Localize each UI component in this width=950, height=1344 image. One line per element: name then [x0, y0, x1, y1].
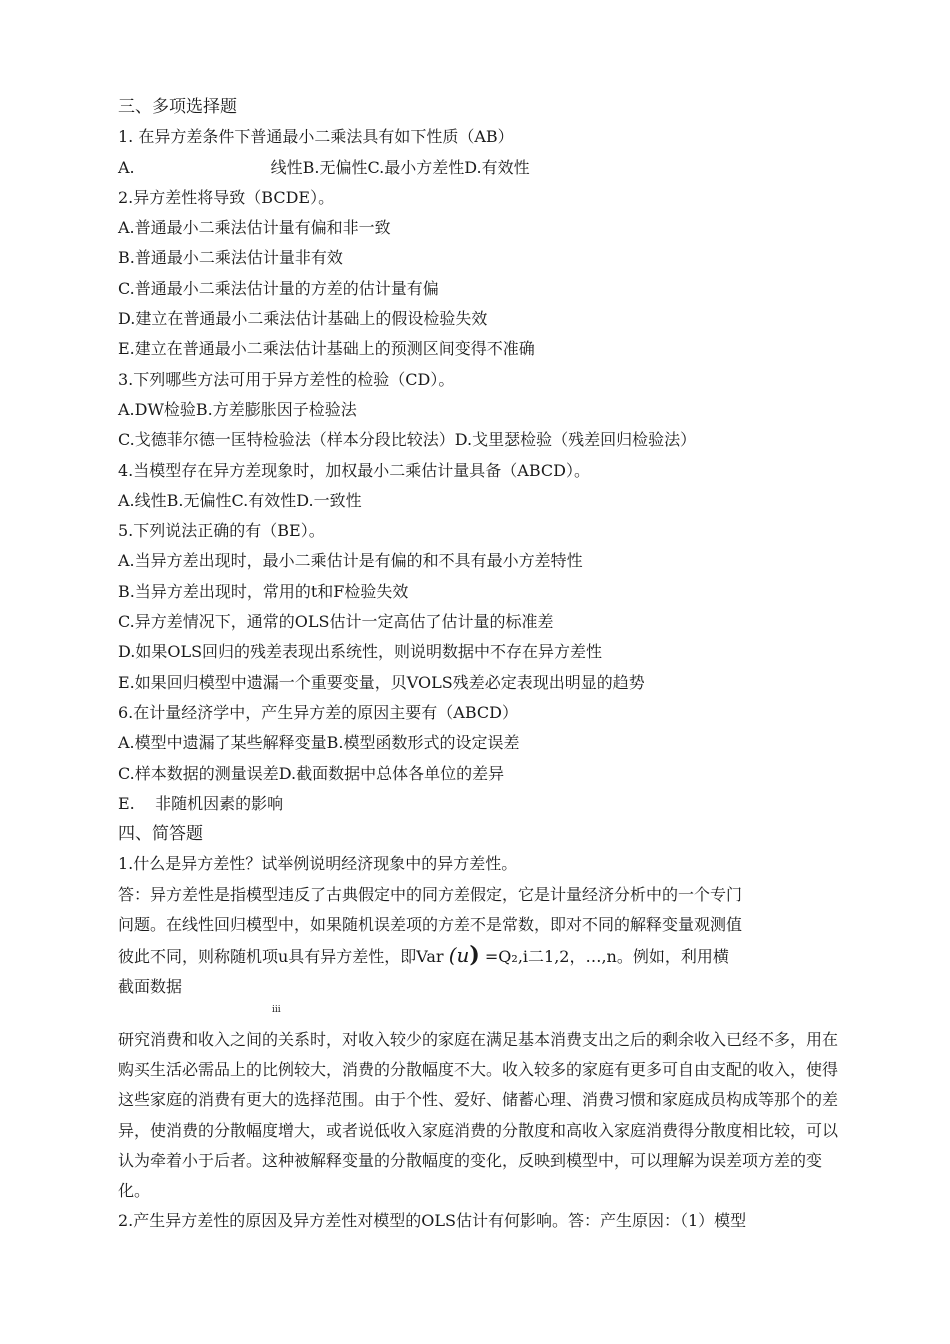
question-1-stem: 1. 在异方差条件下普通最小二乘法具有如下性质（AB）	[118, 127, 514, 147]
question-3-options-cd: C.戈德菲尔德一匡特检验法（样本分段比较法）D.戈里瑟检验（残差回归检验法）	[118, 430, 697, 450]
short-answer-1-formula-line	[118, 940, 838, 972]
document-body	[118, 92, 838, 1237]
formula-variable: (u	[448, 943, 470, 968]
question-5-option-b: B.当异方差出现时，常用的t和F检验失效	[118, 581, 409, 601]
question-6-option-e: E. 非随机因素的影响	[118, 793, 284, 813]
question-4-stem: 4.当模型存在异方差现象时，加权最小二乘估计量具备（ABCD）。	[118, 460, 590, 480]
question-1-options	[118, 153, 838, 183]
question-4-options: A.线性B.无偏性C.有效性D.一致性	[118, 490, 362, 510]
question-5-option-a: A.当异方差出现时，最小二乘估计是有偏的和不具有最小方差特性	[118, 551, 583, 571]
question-2-option-c: C.普通最小二乘法估计量的方差的估计量有偏	[118, 278, 439, 298]
question-5-stem: 5.下列说法正确的有（BE）。	[118, 521, 325, 541]
question-6-options-ab: A.模型中遗漏了某些解释变量B.模型函数形式的设定误差	[118, 733, 520, 753]
short-answer-1-stem: 1.什么是异方差性？试举例说明经济现象中的异方差性。	[118, 854, 518, 874]
question-5-option-c: C.异方差情况下，通常的OLS估计一定高估了估计量的标准差	[118, 612, 554, 632]
question-1-option-text: 线性B.无偏性C.最小方差性D.有效性	[270, 157, 530, 177]
short-answer-1-line-2: 问题。在线性回归模型中，如果随机误差项的方差不是常数，即对不同的解释变量观测值	[118, 915, 743, 935]
question-6-stem: 6.在计量经济学中，产生异方差的原因主要有（ABCD）	[118, 702, 518, 722]
question-2-option-d: D.建立在普通最小二乘法估计基础上的假设检验失效	[118, 309, 488, 329]
formula-prefix-text: 彼此不同，则称随机项u具有异方差性，即Var	[118, 947, 444, 967]
short-answer-2-stem: 2.产生异方差性的原因及异方差性对模型的OLS估计有何影响。答：产生原因：（1）模型	[118, 1211, 747, 1231]
question-3-options-ab: A.DW检验B.方差膨胀因子检验法	[118, 399, 357, 419]
question-5-option-e: E.如果回归模型中遗漏一个重要变量，贝VOLS残差必定表现出明显的趋势	[118, 672, 645, 692]
subscript-mark: iii	[272, 1004, 281, 1015]
question-6-options-cd: C.样本数据的测量误差D.截面数据中总体各单位的差异	[118, 763, 505, 783]
formula-suffix-text: =Q₂,i二1,2，…,n。例如，利用横	[479, 947, 729, 967]
question-5-option-d: D.如果OLS回归的残差表现出系统性，则说明数据中不存在异方差性	[118, 642, 603, 662]
short-answer-1-line-4: 截面数据	[118, 977, 183, 997]
short-answer-1-paragraph	[118, 1025, 838, 1207]
question-2-option-b: B.普通最小二乘法估计量非有效	[118, 248, 343, 268]
section-heading-short-answer: 四、简答题	[118, 824, 203, 845]
question-2-option-a: A.普通最小二乘法估计量有偏和非一致	[118, 218, 391, 238]
short-answer-1-line-1: 答：异方差性是指模型违反了古典假定中的同方差假定，它是计量经济分析中的一个专门	[118, 884, 743, 904]
question-2-option-e: E.建立在普通最小二乘法估计基础上的预测区间变得不准确	[118, 339, 535, 359]
question-3-stem: 3.下列哪些方法可用于异方差性的检验（CD）。	[118, 369, 455, 389]
question-2-stem: 2.异方差性将导致（BCDE）。	[118, 187, 335, 207]
paragraph-text: 研究消费和收入之间的关系时，对收入较少的家庭在满足基本消费支出之后的剩余收入已经不多，用在购买生活必需品上的比例较大，消费的分散幅度不大。收入较多的家庭有更多可自由支配的收入，使得这些家庭的消费有更大的选择范围。由于个性、爱好、储蓄心理、消费习惯和家庭成员构成等那个的差异，使消费的分散幅度增大，或者说低收入家庭消费的分散度和高收入家庭消费得分散度相比较，可以认为牵着小于后者。这种被解释变量的分散幅度的变化，反映到模型中，可以理解为误差项方差的变化。	[118, 1029, 839, 1201]
section-heading-multiple-choice: 三、多项选择题	[118, 97, 237, 117]
formula-close-paren: )	[469, 942, 480, 969]
question-1-option-label: A.	[118, 157, 135, 177]
